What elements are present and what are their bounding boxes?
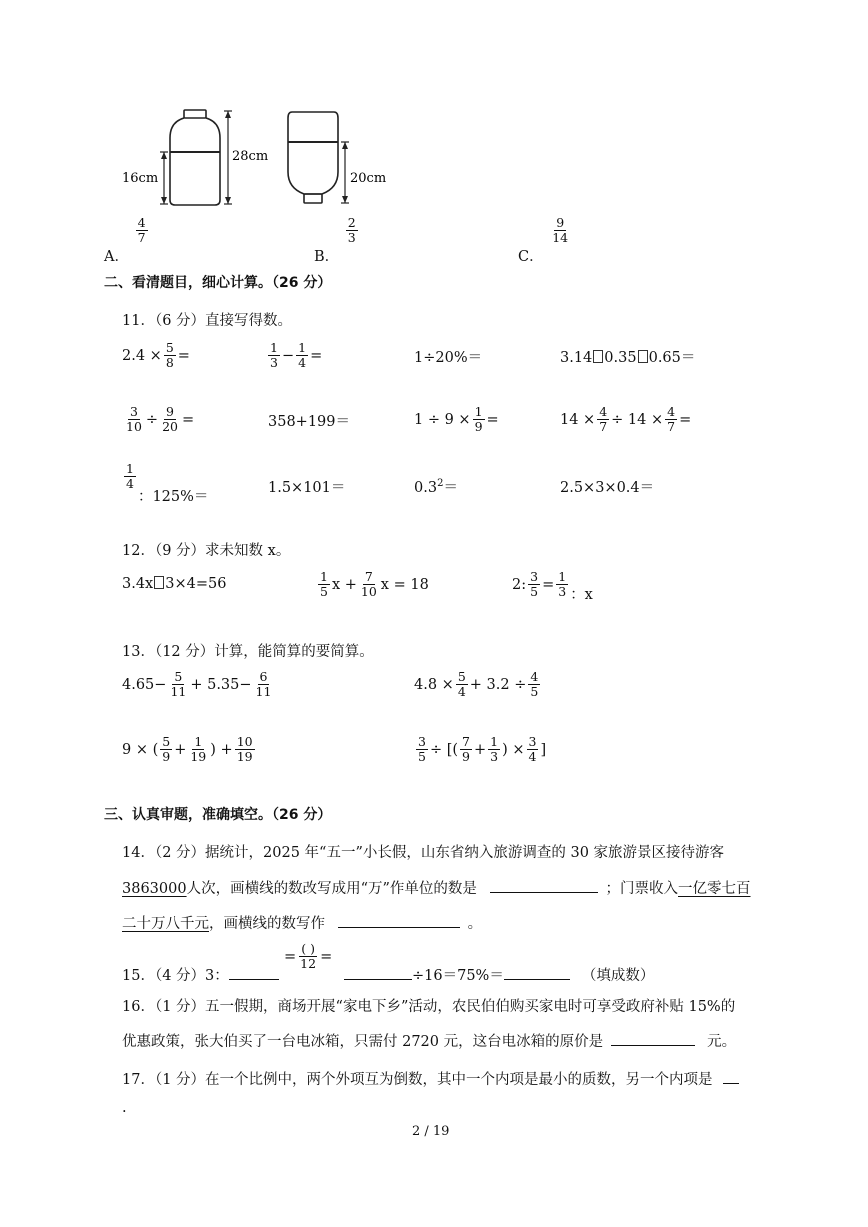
q11-r2c4: 14 × $\frac{4}{7}$ ÷ 14 × $\frac{4}{7}$ =: [560, 404, 692, 435]
q13-expr2: 4.8 × $\frac{5}{4}$ + 3.2 ÷ $\frac{4}{5}$: [414, 669, 539, 700]
q11-r2c3: 1 ÷ 9 × $\frac{1}{9}$ =: [414, 404, 499, 435]
bottle-figure: [120, 100, 410, 215]
q17-line1: 17．（1 分）在一个比例中，两个外项互为倒数，其中一个内项是最小的质数，另一个内项是: [122, 1068, 739, 1089]
q13-expr3: 9 × ( $\frac{5}{9}$ + $\frac{1}{19}$ ) + $\frac{10}{19}$: [122, 734, 253, 765]
q11-title: 11．（6 分）直接写得数。: [122, 313, 293, 329]
q12-eq3: 2: $\frac{3}{5}$ = $\frac{1}{3}$ ：x: [512, 569, 593, 603]
q15-answer-blank-1[interactable]: [229, 978, 279, 980]
q12-eq1: 3.4x 3×4=56: [122, 576, 227, 592]
q11-r1c3: 1÷20%＝: [414, 350, 483, 366]
option-c[interactable]: C． $\frac{9}{14}$: [518, 215, 569, 265]
q11-r3c2: 1.5×101＝: [268, 480, 346, 496]
option-b[interactable]: B． $\frac{2}{3}$: [314, 215, 356, 265]
q11-r3c1: $\frac{1}{4}$ ：125%＝: [126, 461, 209, 505]
q14-answer-blank-2[interactable]: [338, 926, 460, 928]
q14-line3: 二十万八千元，画横线的数写作 。: [122, 916, 483, 932]
label-16cm: 16cm: [122, 171, 159, 186]
q15-fraction: = $\frac{( )}{12}$ =: [284, 941, 333, 972]
q13-expr4: $\frac{3}{5}$ ÷ [( $\frac{7}{9}$ + $\frac{1}{3}$ ) × $\frac{3}{4}$ ]: [418, 734, 547, 765]
q14-line2: 3863000人次，画横线的数改写成用“万”作单位的数是 ；门票收入一亿零七百: [122, 881, 751, 897]
q16-answer-blank[interactable]: [611, 1044, 695, 1046]
q17-answer-blank[interactable]: [723, 1082, 739, 1084]
q17-line2: .: [122, 1100, 127, 1116]
q12-title: 12．（9 分）求未知数 x。: [122, 543, 291, 559]
q11-r2c2: 358+199＝: [268, 414, 351, 430]
label-20cm: 20cm: [350, 171, 387, 186]
q15-answer-blank-2[interactable]: [344, 978, 412, 980]
q12-eq2: $\frac{1}{5}$ x + $\frac{7}{10}$ x = 18: [320, 569, 429, 600]
q16-line2: 优惠政策，张大伯买了一台电冰箱，只需付 2720 元，这台电冰箱的原价是 元。: [122, 1034, 737, 1050]
section-3-title: 三、认真审题，准确填空。（26 分）: [104, 807, 332, 823]
q11-r1c4: 3.14 0.35 0.65＝: [560, 350, 696, 366]
q11-r3c3: $0.3^2=$: [414, 478, 458, 496]
q13-expr1: 4.65− $\frac{5}{11}$ + 5.35− $\frac{6}{11}$: [122, 669, 272, 700]
q14-line1: 14．（2 分）据统计，2025 年“五一”小长假，山东省纳入旅游调查的 30 家旅游景区接待游客: [122, 845, 725, 861]
q11-r3c4: 2.5×3×0.4＝: [560, 480, 655, 496]
q11-r1c2: $\frac{1}{3}$ − $\frac{1}{4}$ =: [270, 340, 323, 371]
q14-answer-blank-1[interactable]: [490, 891, 598, 893]
page-number: 2 / 19: [412, 1124, 450, 1139]
option-a[interactable]: A． $\frac{4}{7}$: [104, 215, 146, 265]
q15-line: 15．（4 分）3：: [122, 964, 279, 985]
q16-line1: 16．（1 分）五一假期，商场开展“家电下乡”活动，农民伯伯购买家电时可享受政府补贴 15%的: [122, 999, 736, 1015]
section-2-title: 二、看清题目，细心计算。（26 分）: [104, 275, 332, 291]
q15-answer-blank-3[interactable]: [504, 978, 570, 980]
label-28cm: 28cm: [232, 149, 269, 164]
q13-title: 13．（12 分）计算，能简算的要简算。: [122, 644, 374, 660]
q11-r1c1: 2.4 × $\frac{5}{8}$ =: [122, 340, 190, 371]
q15-rest: ÷16＝75%＝ （填成数）: [344, 964, 654, 985]
q11-r2c1: $\frac{3}{10}$ ÷ $\frac{9}{20}$ =: [126, 404, 195, 435]
